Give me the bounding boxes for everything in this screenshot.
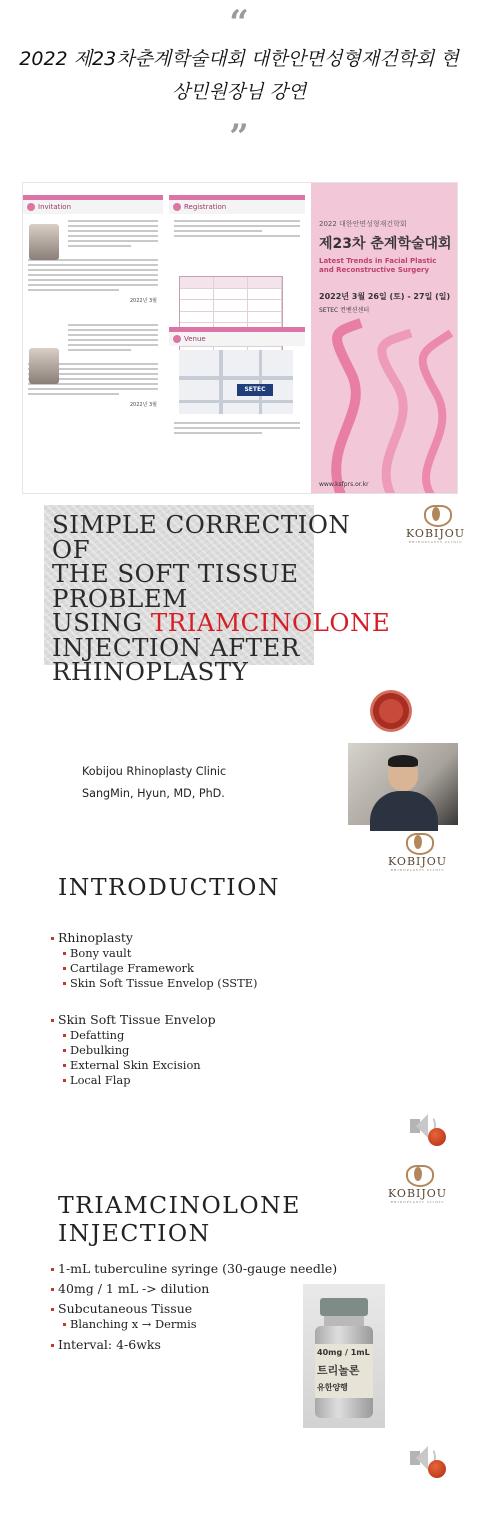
- speaker-body: [370, 791, 438, 831]
- vial-dose-text: 40mg / 1mL: [317, 1348, 370, 1357]
- intro-sub-bullet: Skin Soft Tissue Envelop (SSTE): [70, 976, 258, 990]
- intro-bullet: Skin Soft Tissue Envelop: [58, 1012, 216, 1027]
- vial-cap: [320, 1298, 368, 1316]
- venue-section: [169, 327, 305, 494]
- triamcinolone-vial-photo: [303, 1284, 385, 1428]
- lecture-title-line1: SIMPLE CORRECTION OF: [52, 510, 351, 564]
- introduction-heading: INTRODUCTION: [58, 873, 280, 901]
- injection-heading-line2: INJECTION: [58, 1219, 211, 1247]
- injection-bullet: Interval: 4-6wks: [58, 1337, 161, 1352]
- cover-society: 2022 대한안면성형재건학회: [319, 220, 407, 228]
- invitation-icon: [27, 203, 35, 211]
- kobijou-logo-sub: RHINOPLASTY CLINIC: [408, 540, 463, 544]
- post-title: [10, 43, 468, 109]
- lecture-title-line2: THE SOFT TISSUE PROBLEM: [52, 559, 299, 613]
- kobijou-logo-mark-icon: [403, 1165, 433, 1187]
- invitation-date-1: 2022년 3월: [129, 298, 157, 304]
- quote-open-icon: “: [229, 3, 249, 43]
- conference-brochure-image: [22, 182, 458, 494]
- post-title-line2: 상민원장님 강연: [171, 81, 307, 103]
- lecture-title-line3: [52, 608, 392, 637]
- speaker-hair: [388, 755, 418, 767]
- invitation-section: [23, 195, 163, 494]
- cover-url: www.ksfprs.or.kr: [319, 481, 369, 488]
- cover-date: 2022년 3월 26일 (토) - 27일 (일): [319, 292, 451, 301]
- post-title-line1: 2022 제23차춘계학술대회 대한안면성형재건학회 현: [19, 48, 459, 70]
- brochure-cover: [311, 183, 458, 494]
- intro-sub-bullet: Cartilage Framework: [70, 961, 194, 975]
- injection-sub-bullet: Blanching x → Dermis: [70, 1317, 197, 1331]
- intro-sub-bullet: Bony vault: [70, 946, 132, 960]
- invitation-label: Invitation: [38, 203, 72, 211]
- venue-header: [169, 332, 305, 346]
- intro-sub-bullet: Debulking: [70, 1043, 130, 1057]
- intro-bullet: Rhinoplasty: [58, 930, 133, 945]
- kobijou-logo-2: [388, 833, 447, 872]
- lecture-title-line5: RHINOPLASTY: [52, 657, 249, 686]
- registration-label: Registration: [184, 203, 227, 211]
- injection-bullet: Subcutaneous Tissue: [58, 1301, 193, 1316]
- cover-wave-graphic: [311, 183, 458, 494]
- cover-title: 제23차 춘계학술대회: [319, 236, 452, 252]
- lecture-title-highlight: TRIAMCINOLONE: [150, 608, 391, 637]
- venue-icon: [173, 335, 181, 343]
- lecture-title-line3-prefix: USING: [52, 608, 151, 637]
- kobijou-logo-sub: RHINOPLASTY CLINIC: [390, 868, 445, 872]
- cover-subtitle-line1: Latest Trends in Facial Plastic: [319, 257, 437, 265]
- vial-maker-text: 유한양행: [317, 1383, 348, 1392]
- cover-venue: SETEC 컨벤션센터: [319, 307, 370, 314]
- venue-map: [179, 350, 293, 414]
- lecture-title-line4: INJECTION AFTER: [52, 632, 300, 662]
- kobijou-logo-name: KOBIJOU: [388, 855, 448, 868]
- speaker-webcam: [348, 743, 458, 825]
- quote-close-icon: ”: [229, 117, 249, 157]
- injection-bullet: 1-mL tuberculine syringe (30-gauge needle): [58, 1261, 338, 1276]
- kobijou-logo-name: KOBIJOU: [388, 1187, 448, 1200]
- injection-heading-line1: TRIAMCINOLONE: [58, 1191, 301, 1219]
- kobijou-logo-mark-icon: [421, 505, 451, 527]
- cover-subtitle-line2: and Reconstructive Surgery: [319, 266, 430, 274]
- author-name: SangMin, Hyun, MD, PhD.: [82, 787, 225, 800]
- intro-sub-bullet: Local Flap: [70, 1073, 131, 1087]
- vial-drug-name: 트리놀론: [317, 1364, 360, 1377]
- registration-icon: [173, 203, 181, 211]
- audio-speaker-icon[interactable]: [410, 1110, 446, 1146]
- kobijou-logo-sub: RHINOPLASTY CLINIC: [390, 1200, 445, 1204]
- registration-section: [169, 195, 305, 323]
- vial-neck: [324, 1316, 364, 1326]
- intro-sub-bullet: External Skin Excision: [70, 1058, 201, 1072]
- cover-subtitle: [319, 257, 436, 275]
- intro-sub-bullet: Defatting: [70, 1028, 125, 1042]
- registration-header: [169, 200, 305, 214]
- audio-speaker-icon[interactable]: [410, 1442, 446, 1478]
- kobijou-logo: [406, 505, 465, 544]
- kobijou-logo-mark-icon: [403, 833, 433, 855]
- injection-bullet: 40mg / 1 mL -> dilution: [58, 1281, 210, 1296]
- lecture-title: [52, 510, 392, 686]
- invitation-header: [23, 200, 163, 214]
- clinic-name: Kobijou Rhinoplasty Clinic: [82, 765, 227, 778]
- injection-heading: [58, 1191, 301, 1247]
- president-photo: [29, 348, 59, 384]
- venue-setec-marker: SETEC: [237, 384, 273, 396]
- chairman-photo: [29, 224, 59, 260]
- kobijou-logo-name: KOBIJOU: [406, 527, 466, 540]
- invitation-date-2: 2022년 3월: [129, 402, 157, 408]
- clinic-seal-icon: [370, 690, 412, 732]
- venue-label: Venue: [184, 335, 206, 343]
- kobijou-logo-3: [388, 1165, 447, 1204]
